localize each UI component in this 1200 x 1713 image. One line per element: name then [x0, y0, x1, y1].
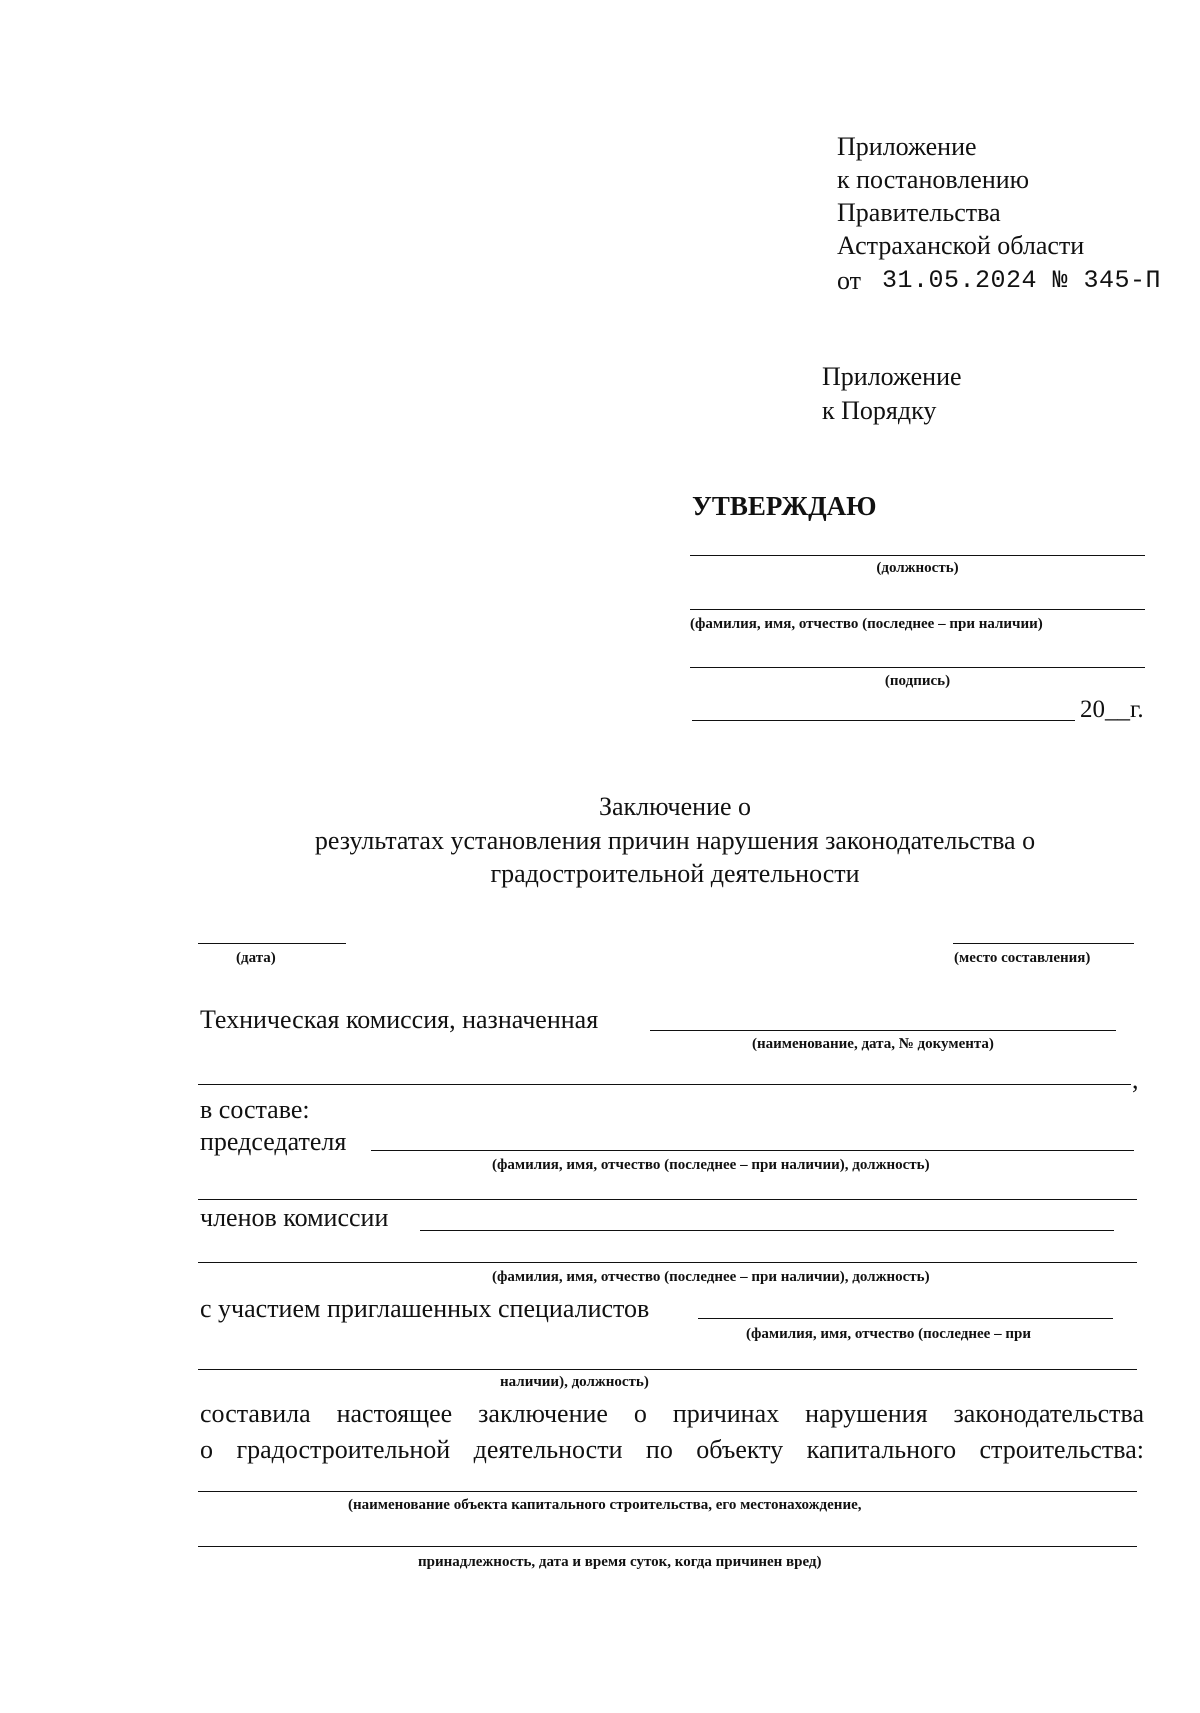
- composition-label: в составе:: [200, 1095, 310, 1124]
- chairman-line: [371, 1150, 1134, 1151]
- position-line: [690, 555, 1145, 556]
- place-caption: (место составления): [954, 950, 1091, 966]
- approval-heading: УТВЕРЖДАЮ: [692, 491, 877, 521]
- date-field-line: [198, 943, 346, 944]
- appendix-line-4: Астраханской области: [837, 231, 1085, 260]
- specialists-caption-2: наличии), должность): [500, 1374, 649, 1390]
- members-line-2: [198, 1262, 1137, 1263]
- appendix-line-3: Правительства: [837, 198, 1001, 227]
- date-prefix: от: [837, 266, 862, 295]
- order-appendix-line-1: Приложение: [822, 362, 962, 391]
- name-line: [690, 609, 1145, 610]
- place-field-line: [953, 943, 1134, 944]
- commission-line: [650, 1030, 1116, 1031]
- conclusion-line-2: о градостроительной деятельности по объекту капитального строительства:: [200, 1435, 1144, 1464]
- signature-caption: (подпись): [884, 673, 951, 689]
- object-caption-1: (наименование объекта капитального строительства, его местонахождение,: [348, 1497, 862, 1513]
- specialists-line: [698, 1318, 1113, 1319]
- chairman-label: председателя: [200, 1127, 347, 1156]
- commission-caption: (наименование, дата, № документа): [752, 1036, 994, 1052]
- decree-date-number: 31.05.2024 № 345-П: [882, 266, 1162, 295]
- position-caption: (должность): [876, 560, 959, 576]
- commission-label: Техническая комиссия, назначенная: [200, 1005, 599, 1034]
- title-line-2: результатах установления причин нарушения законодательства о: [314, 826, 1036, 855]
- members-label: членов комиссии: [200, 1203, 389, 1232]
- members-line: [420, 1230, 1114, 1231]
- order-appendix-line-2: к Порядку: [822, 396, 937, 425]
- specialists-caption-1: (фамилия, имя, отчество (последнее – при: [746, 1326, 1031, 1342]
- commission-comma: ,: [1132, 1065, 1139, 1094]
- date-caption: (дата): [236, 950, 276, 966]
- title-line-1: Заключение о: [598, 792, 752, 821]
- year-text: 20__г.: [1080, 696, 1144, 723]
- specialists-label: с участием приглашенных специалистов: [200, 1294, 650, 1323]
- name-caption: (фамилия, имя, отчество (последнее – при наличии): [690, 616, 1043, 632]
- object-line-1: [198, 1491, 1137, 1492]
- title-line-3: градостроительной деятельности: [490, 859, 860, 888]
- chairman-caption: (фамилия, имя, отчество (последнее – при наличии), должность): [492, 1157, 930, 1173]
- signature-line: [690, 667, 1145, 668]
- members-caption: (фамилия, имя, отчество (последнее – при наличии), должность): [492, 1269, 930, 1285]
- appendix-line-1: Приложение: [837, 132, 977, 161]
- date-line: [692, 720, 1075, 721]
- commission-line-2: [198, 1084, 1131, 1085]
- conclusion-line-1: составила настоящее заключение о причинах нарушения законодательства: [200, 1399, 1144, 1428]
- specialists-line-2: [198, 1369, 1137, 1370]
- object-line-2: [198, 1546, 1137, 1547]
- chairman-line-2: [198, 1199, 1137, 1200]
- object-caption-2: принадлежность, дата и время суток, когда причинен вред): [418, 1554, 822, 1570]
- appendix-line-2: к постановлению: [837, 165, 1030, 194]
